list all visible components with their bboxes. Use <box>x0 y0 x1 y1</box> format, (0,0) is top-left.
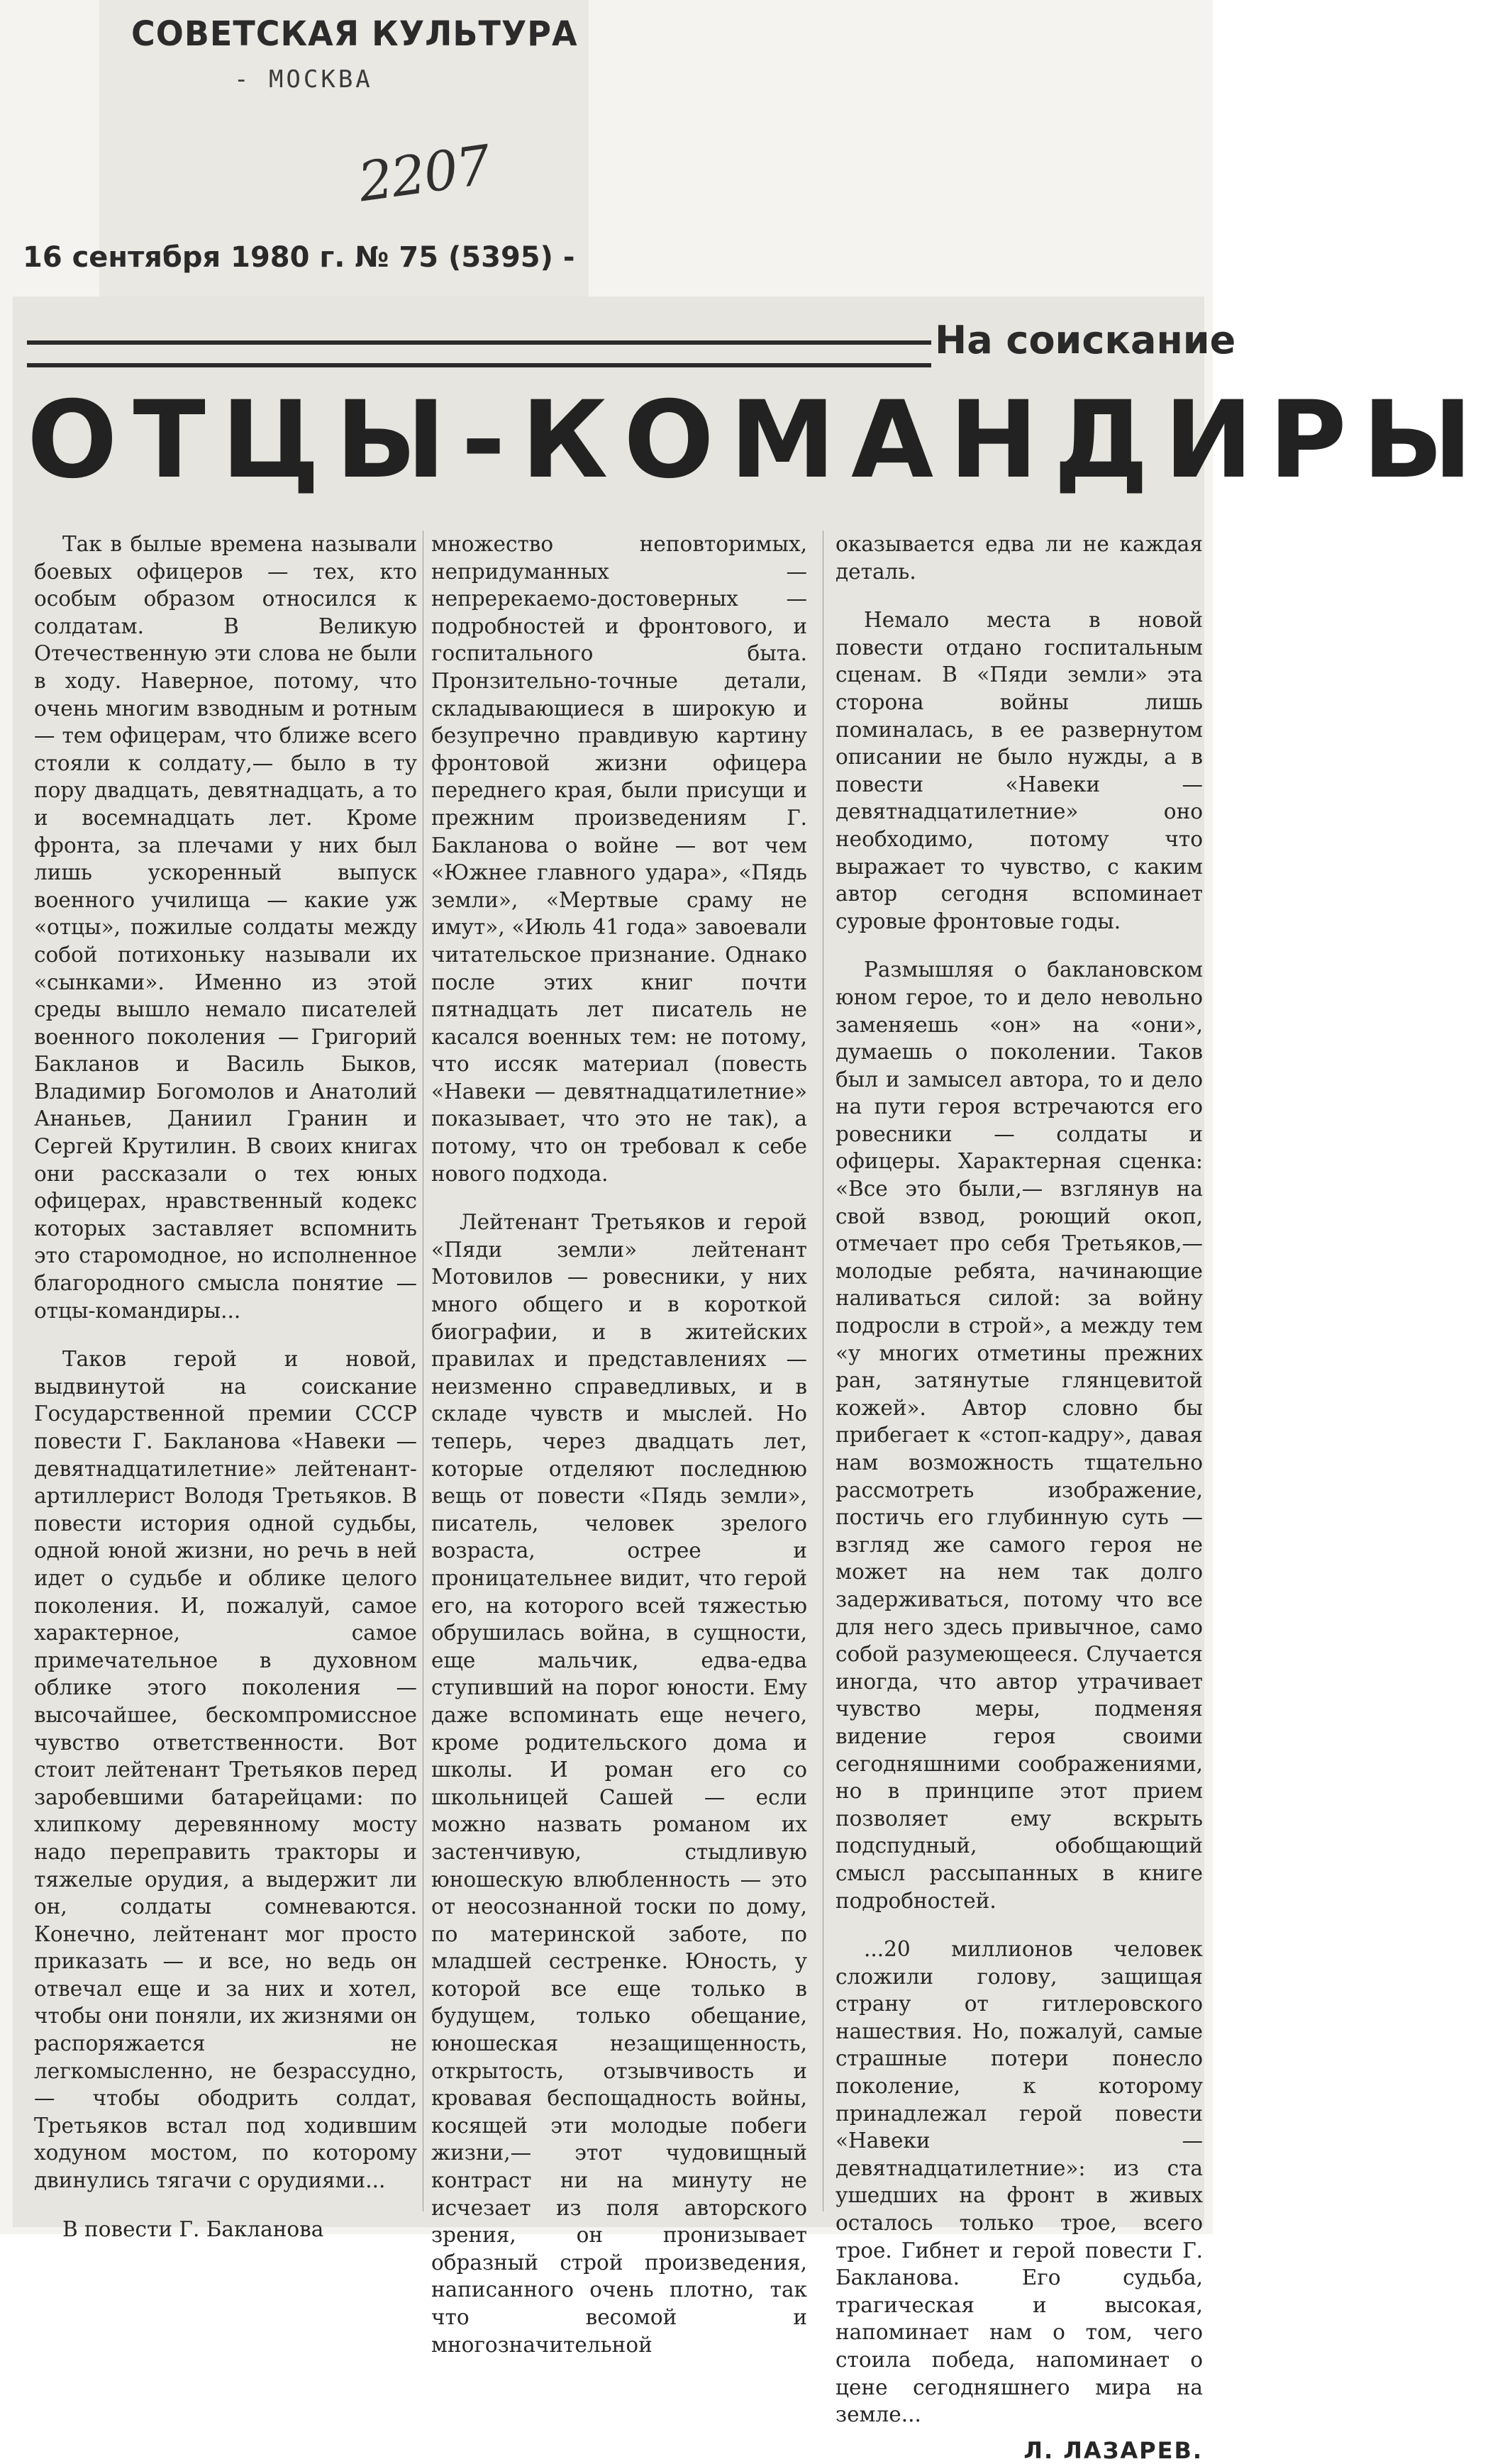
article-paragraph: Таков герой и новой, выдвинутой на соискание Государственной премии СССР повести Г. Бакланова «Навеки — девятнадцатилетние» лейтенант-артиллерист Володя Третьяков. В повести история одной судьбы, одной юной жизни, но речь в ней идет о судьбе и облике целого поколения. И, пожалуй, самое характерное, самое примечательное в духовном облике этого поколения — высочайшее, бескомпромиссное чувство ответственности. Вот стоит лейтенант Третьяков перед заробевшими батарейцами: по хлипкому деревянному мосту надо переправить тракторы и тяжелые орудия, а выдержит ли он, солдаты сомневаются. Конечно, лейтенант мог просто приказать — и все, но ведь он отвечал еще и за них и хотел, чтобы они поняли, их жизнями он распоряжается не легкомысленно, не безрассудно,— чтобы ободрить солдат, Третьяков встал под ходившим ходуном мостом, по которому двинулись тягачи с орудиями... <box>34 1347 417 2193</box>
article-paragraph: ...20 миллионов человек сложили голову, защищая страну от гитлеровского нашествия. Но, пожалуй, самые страшные потери понесло поколение, к которому принадлежал герой повести «Навеки — девятнадцатилетние»: из ста ушедших на фронт в живых осталось только трое, всего трое. Гибнет и герой повести Г. Бакланова. Его судьба, трагическая и высокая, напоминает нам о том, чего стоила победа, напоминает о цене сегодняшнего мира на земле... <box>835 1937 1203 2427</box>
article-paragraph: Лейтенант Третьяков и герой «Пяди земли» лейтенант Мотовилов — ровесники, у них много общего и в короткой биографии, и в житейских правилах и представлениях — неизменно справедливых, и в складе чувств и мыслей. Но теперь, через двадцать лет, которые отделяют последнюю вещь от повести «Пядь земли», писатель, человек зрелого возраста, острее и проницательнее видит, что герой его, на которого всей тяжестью обрушилась война, в сущности, еще мальчик, едва-едва ступивший на порог юности. Ему даже вспоминать еще нечего, кроме родительского дома и школы. И роман его со школьницей Сашей — если можно назвать романом их застенчивую, стыдливую юношескую влюбленность — это от неосознанной тоски по дому, по материнской заботе, по младшей сестренке. Юность, у которой все еще только в будущем, только обещание, юношеская незащищенность, открытость, отзывчивость и кровавая беспощадность войны, косящей эти молодые побеги жизни,— этот чудовищный контраст ни на минуту не исчезает из поля авторского зрения, он пронизывает образный строй произведения, написанного очень плотно, так что весомой и многозначительной <box>431 1210 807 2357</box>
article-paragraph: В повести Г. Бакланова <box>62 2216 324 2241</box>
newspaper-stamp-title: СОВЕТСКАЯ КУЛЬТУРА <box>131 13 578 54</box>
article-paragraph: множество неповторимых, непридуманных — непререкаемо-достоверных — подробностей и фронтового, и госпитального быта. Пронзительно-точные детали, складывающиеся в широкую и безупречно правдивую картину фронтовой жизни офицера переднего края, были присущи и прежним произведениям Г. Бакланова о войне — вот чем «Южнее главного удара», «Пядь земли», «Мертвые сраму не имут», «Июль 41 года» завоевали читательское признание. Однако после этих книг почти пятнадцать лет писатель не касался военных тем: не потому, что иссяк материал (повесть «Навеки — девятнадцатилетние» показывает, что это не так), а потому, что он требовал к себе нового подхода. <box>431 532 807 1186</box>
article-column-2 <box>431 531 807 2358</box>
article-paragraph: оказывается едва ли не каждая деталь. <box>835 532 1203 584</box>
article-headline: ОТЦЫ-КОМАНДИРЫ <box>27 379 1488 502</box>
article-column-3 <box>835 531 1203 2464</box>
article-column-1 <box>34 531 417 2243</box>
handwritten-archive-number: 2207 <box>354 133 494 214</box>
article-paragraph: Размышляя о баклановском юном герое, то и дело невольно заменяешь «он» на «они», думаешь о поколении. Таков был и замысел автора, то и дело на пути героя встречаются его ровесники — солдаты и офицеры. Характерная сценка: «Все это были,— взглянув на свой взвод, роющий окоп, отмечает про себя Третьяков,— молодые ребята, начинающие наливаться силой: за войну подросли в строй», а между тем «у многих отметины прежних ран, затянутые глянцевитой кожей». Автор словно бы прибегает к «стоп-кадру», давая нам возможность тщательно рассмотреть изображение, постичь его глубинную суть — взгляд же самого героя не может на нем так долго задерживаться, потому что все для него здесь привычное, само собой разумеющееся. Случается иногда, что автор утрачивает чувство меры, подменяя видение героя своими сегодняшними соображениями, но в принципе этот прием позволяет ему вскрыть подспудный, обобщающий смысл рассыпанных в книге подробностей. <box>835 958 1203 1913</box>
newspaper-stamp-city: - МОСКВА <box>234 65 373 94</box>
issue-dateline: 16 сентября 1980 г. № 75 (5395) - <box>23 241 575 274</box>
article-clipping <box>13 296 1488 2464</box>
article-paragraph: Немало места в новой повести отдано госпитальным сценам. В «Пяди земли» эта сторона войны лишь поминалась, в ее развернутом описании не было нужды, а в повести «Навеки — девятнадцатилетние» оно необходимо, потому что выражает то чувство, с каким автор сегодня вспоминает суровые фронтовые годы. <box>835 608 1203 933</box>
article-rubric: На соискание <box>935 318 1236 362</box>
header-double-rule <box>27 340 931 367</box>
article-author: Л. ЛАЗАРЕВ. <box>1023 2436 1203 2464</box>
article-paragraph: Так в былые времена называли боевых офицеров — тех, кто особым образом относился к солдатам. В Великую Отечественную эти слова не были в ходу. Наверное, потому, что очень многим взводным и ротным — тем офицерам, что ближе всего стояли к солдату,— было в ту пору двадцать, девятнадцать, а то и восемнадцать лет. Кроме фронта, за плечами у них был лишь ускоренный выпуск военного училища — какие уж «отцы», пожилые солдаты между собой потихоньку называли их «сынками». Именно из этой среды вышло немало писателей военного поколения — Григорий Бакланов и Василь Быков, Владимир Богомолов и Анатолий Ананьев, Даниил Гранин и Сергей Крутилин. В своих книгах они рассказали о тех юных офицерах, нравственный кодекс которых заставляет вспомнить это старомодное, но исполненное благородного смысла понятие — отцы-командиры... <box>34 532 417 1323</box>
